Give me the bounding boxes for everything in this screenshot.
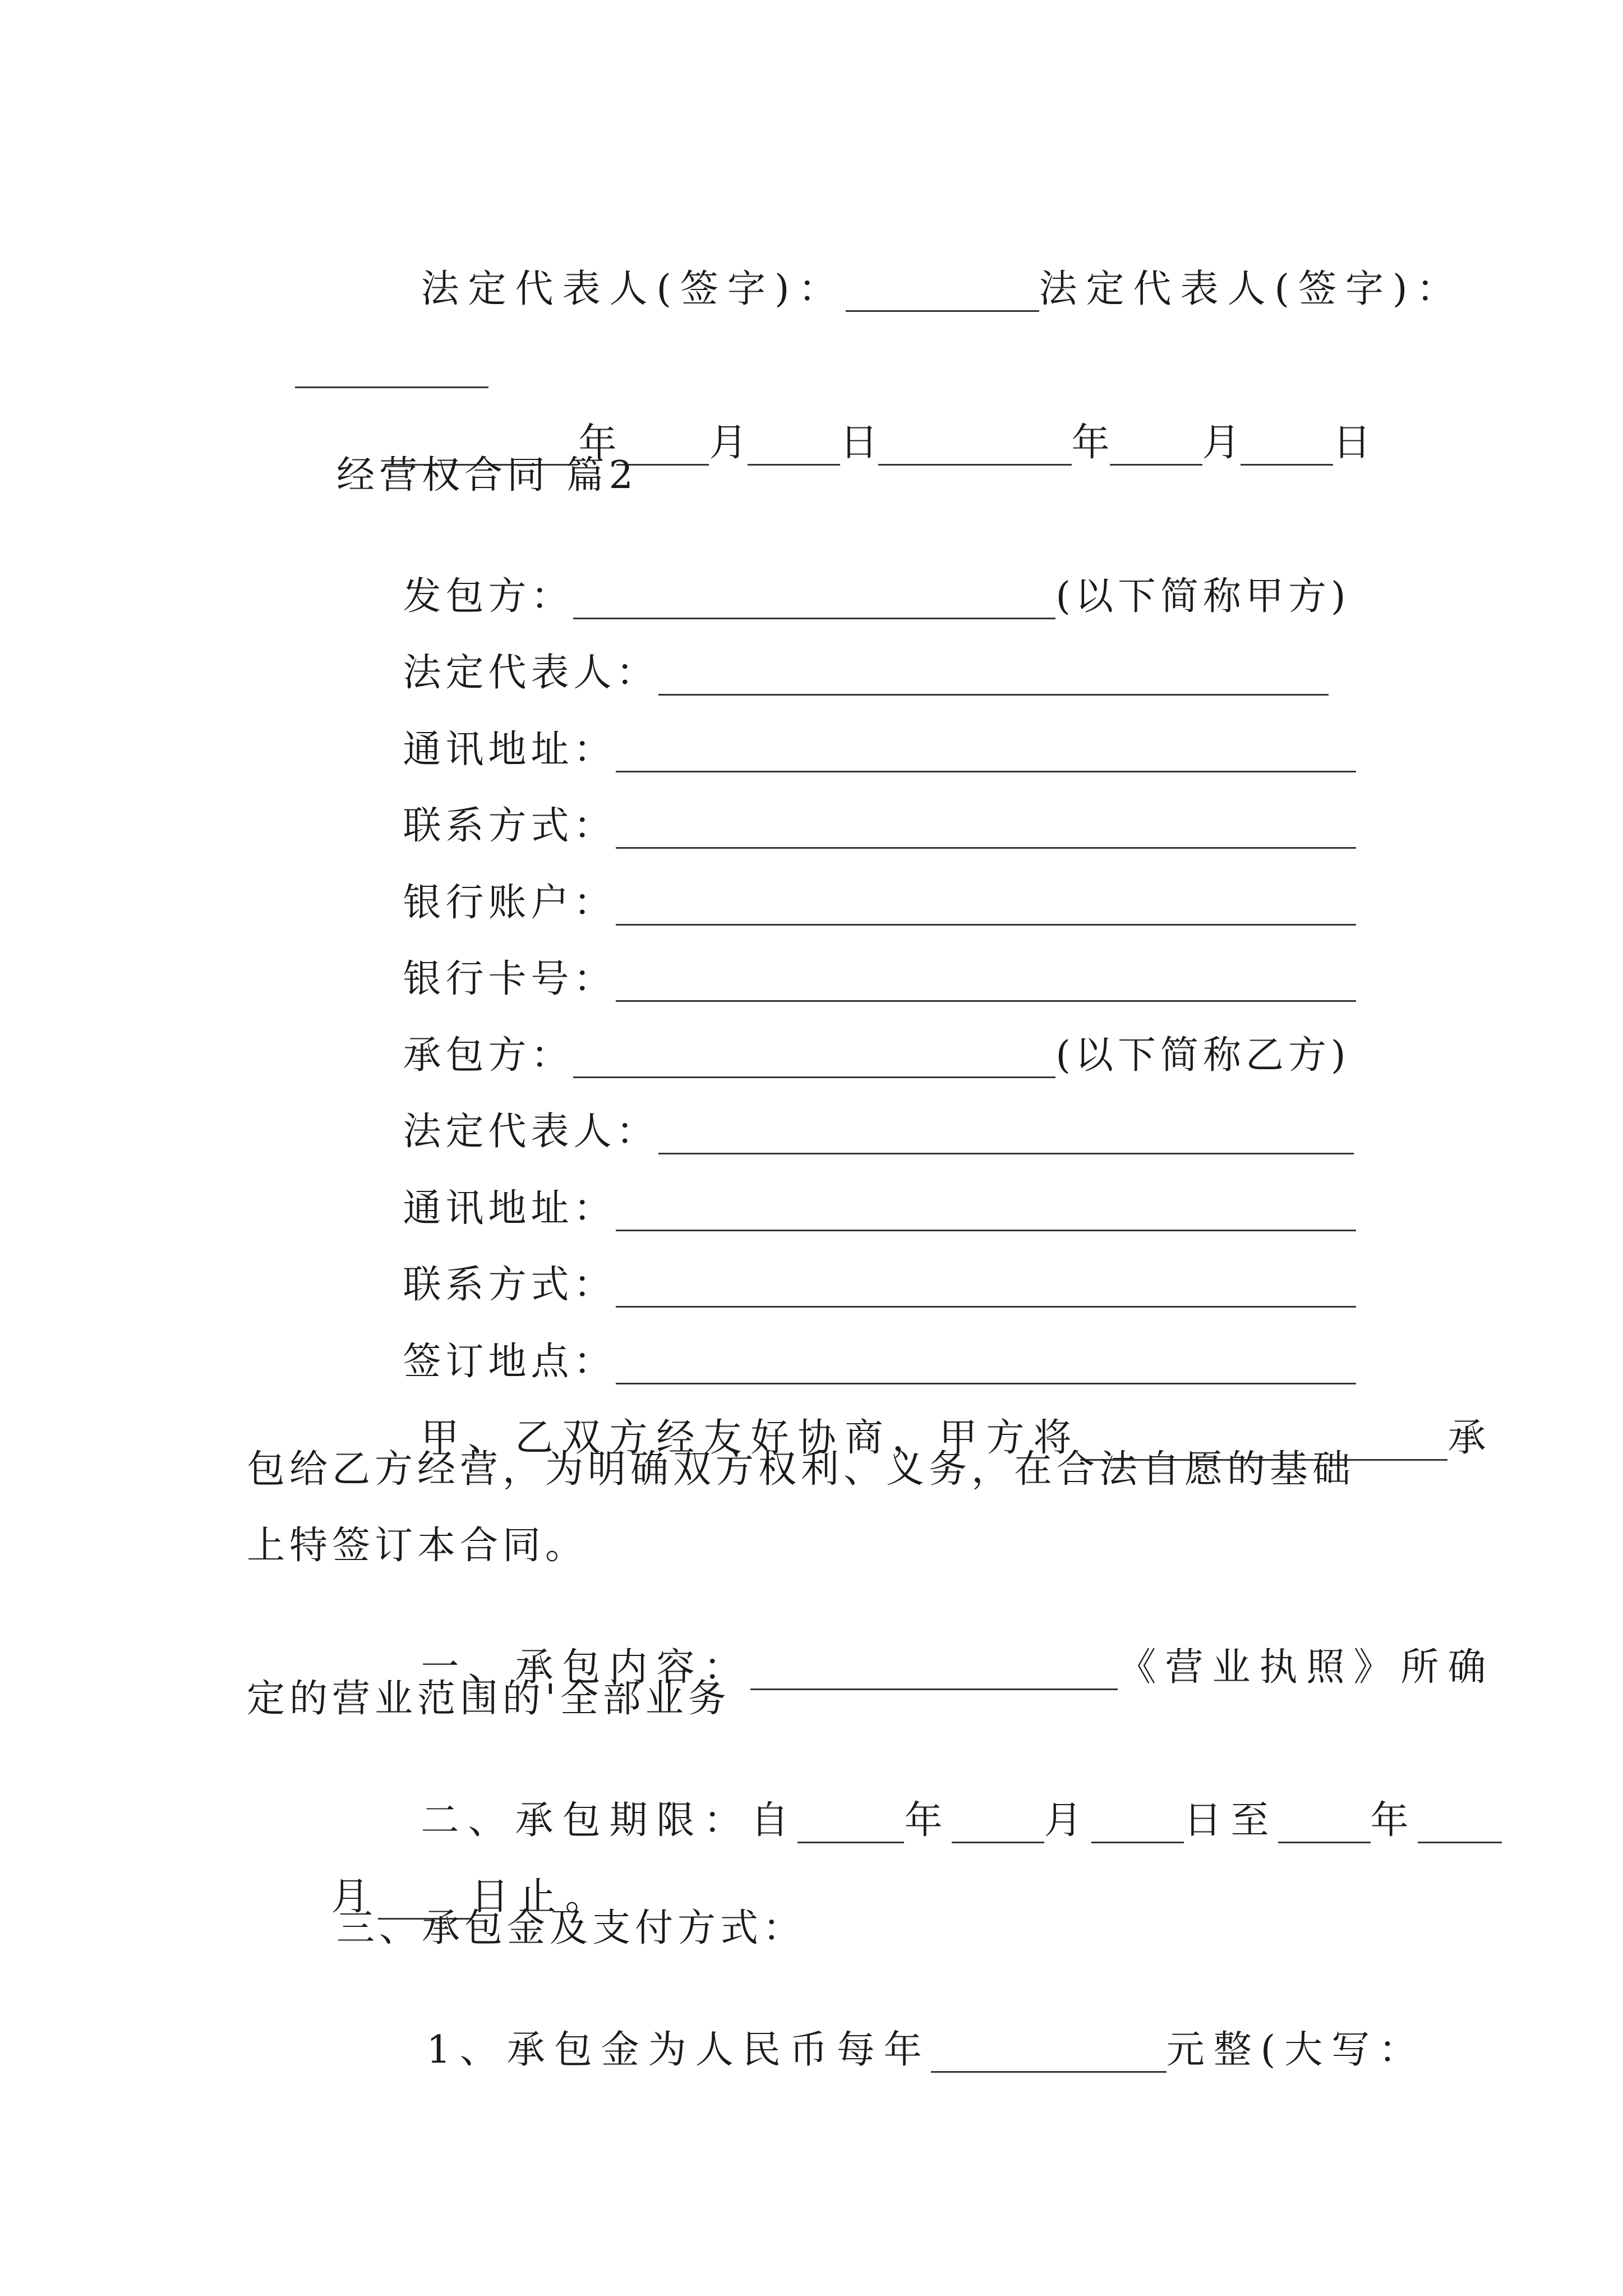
legal-rep-sign-label-b: 法定代表人(签字)： [1039,267,1464,311]
clause-2-start-month-blank[interactable] [952,1805,1044,1843]
signature-line [336,222,1464,357]
date-b-month-blank[interactable] [1110,427,1202,466]
clause-1-suffix: 《营业执照》所确 [1118,1645,1495,1690]
party-b-field-label: 法定代表人： [403,1110,659,1154]
date-a-day-blank[interactable] [748,427,840,466]
annual-fee-blank[interactable] [931,2034,1166,2073]
clause-2-start-day-blank[interactable] [1091,1805,1184,1843]
party-a-note: (以下简称甲方) [1055,574,1350,619]
party-a-field-label: 通讯地址： [403,728,616,772]
clause-2-start-year-blank[interactable] [797,1805,904,1843]
intro-line-3: 上特签订本合同。 [247,1524,588,1568]
party-b-field-label: 通讯地址： [403,1186,616,1231]
clause-3-heading: 三、承包金及支付方式： [336,1906,806,1950]
party-a-field-label: 银行账户： [403,881,616,925]
clause-2-end-year-blank[interactable] [1278,1805,1371,1843]
clause-2-month: 月 [331,1875,379,1919]
intro-text: 甲、乙双方经友好协商，甲方将 [421,1416,1081,1460]
date-b-year-blank[interactable] [878,427,1072,466]
clause-3-item-1-prefix: 1、承包金为人民币每年 [426,2028,931,2072]
party-a-label: 发包方： [403,574,574,619]
date-b-year: 年 [1071,421,1110,465]
date-a-month: 月 [709,421,748,465]
clause-1-line-2: 定的营业范围的'全部业务 [247,1677,731,1721]
legal-rep-sign-label-a: 法定代表人(签字)： [421,267,846,311]
section-title: 经营权合同 篇2 [336,453,638,498]
party-a-field-label: 银行卡号： [403,957,616,1001]
clause-2-end-month-blank[interactable] [1418,1805,1502,1843]
clause-3-item-1 [342,1983,1426,2118]
party-a-field-label: 联系方式： [403,804,616,848]
clause-2-day-to: 日至 [1183,1798,1278,1843]
clause-1-blank[interactable] [750,1651,1118,1690]
clause-2-end: 日止。 [471,1875,612,1919]
clause-2-month: 月 [1044,1798,1091,1843]
party-b-label: 承包方： [403,1033,574,1078]
legal-rep-sign-blank-a[interactable] [846,273,1039,312]
clause-3-item-1-suffix: 元整(大写： [1166,2028,1426,2072]
clause-1-prefix: 一、承包内容： [421,1645,751,1690]
party-a-field-label: 法定代表人： [403,651,659,695]
date-b-day: 日 [1332,421,1371,465]
date-b-day-blank[interactable] [1241,427,1333,466]
party-b-note: (以下简称乙方) [1055,1033,1350,1078]
clause-2-year: 年 [1370,1798,1418,1843]
intro-line-2: 包给乙方经营，为明确双方权利、义务，在合法自愿的基础 [247,1447,1355,1492]
party-b-field-label: 联系方式： [403,1263,616,1307]
date-a-day: 日 [840,421,878,465]
clause-2-prefix: 二、承包期限：自 [421,1798,798,1843]
date-b-month: 月 [1202,421,1241,465]
party-b-field-label: 签订地点： [403,1340,616,1384]
date-a-year: 年 [578,421,617,465]
intro-text: 承 [1447,1416,1495,1460]
clause-2-year: 年 [904,1798,952,1843]
